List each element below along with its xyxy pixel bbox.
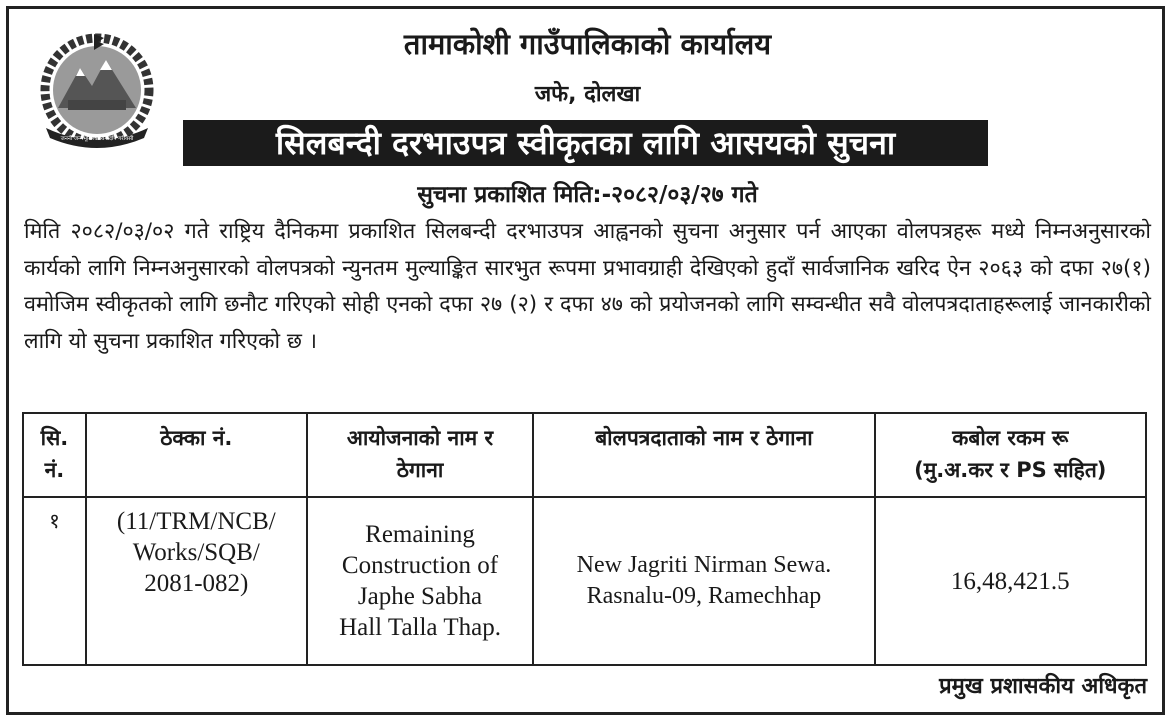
cell-project: Remaining Construction of Japhe Sabha Hall Talla Thap. <box>307 497 534 665</box>
header-contract-no: ठेक्का नं. <box>86 413 307 497</box>
office-address: जफे, दोलखा <box>534 82 641 107</box>
cell-bidder: New Jagriti Nirman Sewa. Rasnalu-09, Ramechhap <box>533 497 874 665</box>
table-header-row <box>23 413 1146 497</box>
cell-amount: 16,48,421.5 <box>875 497 1146 665</box>
cell-contract-no: (11/TRM/NCB/ Works/SQB/ 2081-082) <box>86 497 307 665</box>
header-amount: कबोल रकम रू (मु.अ.कर र PS सहित) <box>875 413 1146 497</box>
table-row <box>23 497 1146 665</box>
bid-table <box>22 412 1147 666</box>
header-project: आयोजनाको नाम र ठेगाना <box>307 413 534 497</box>
notice-title-banner: सिलबन्दी दरभाउपत्र स्वीकृतका लागि आसयको सुचना <box>183 120 988 166</box>
office-name: तामाकोशी गाउँपालिकाको कार्यालय <box>403 27 772 61</box>
header-sn: सि. नं. <box>23 413 86 497</box>
cell-sn: १ <box>23 497 86 665</box>
header-bidder: बोलपत्रदाताको नाम र ठेगाना <box>533 413 874 497</box>
notice-paragraph: मिति २०८२/०३/०२ गते राष्ट्रिय दैनिकमा प्रकाशित सिलबन्दी दरभाउपत्र आह्वनको सुचना अनुसार पर्न आएका वोलपत्रहरू मध्ये निम्नअनुसारको कार्यको लागि निम्नअनुसारको वोलपत्रको न्युनतम मुल्याङ्कित सारभुत रूपमा प्रभावग्राही देखिएको हुदाँ सार्वजानिक खरिद ऐन २०६३ को दफा २७(१) वमोजिम स्वीकृतको लागि छनौट गरिएको सोही एनको दफा २७ (२) र दफा ४७ को प्रयोजनको लागि सम्वन्धीत सवै वोलपत्रदाताहरूलाई जानकारीको लागि यो सुचना प्रकाशित गरिएको छ । <box>24 219 1151 354</box>
emblem-motto: जननी जन्मभूमिश्च स्वर्गादपि गरीयसी <box>60 136 134 142</box>
published-date: सुचना प्रकाशित मिति:-२०८२/०३/२७ गते <box>417 182 758 208</box>
signatory-title: प्रमुख प्रशासकीय अधिकृत <box>939 674 1147 699</box>
